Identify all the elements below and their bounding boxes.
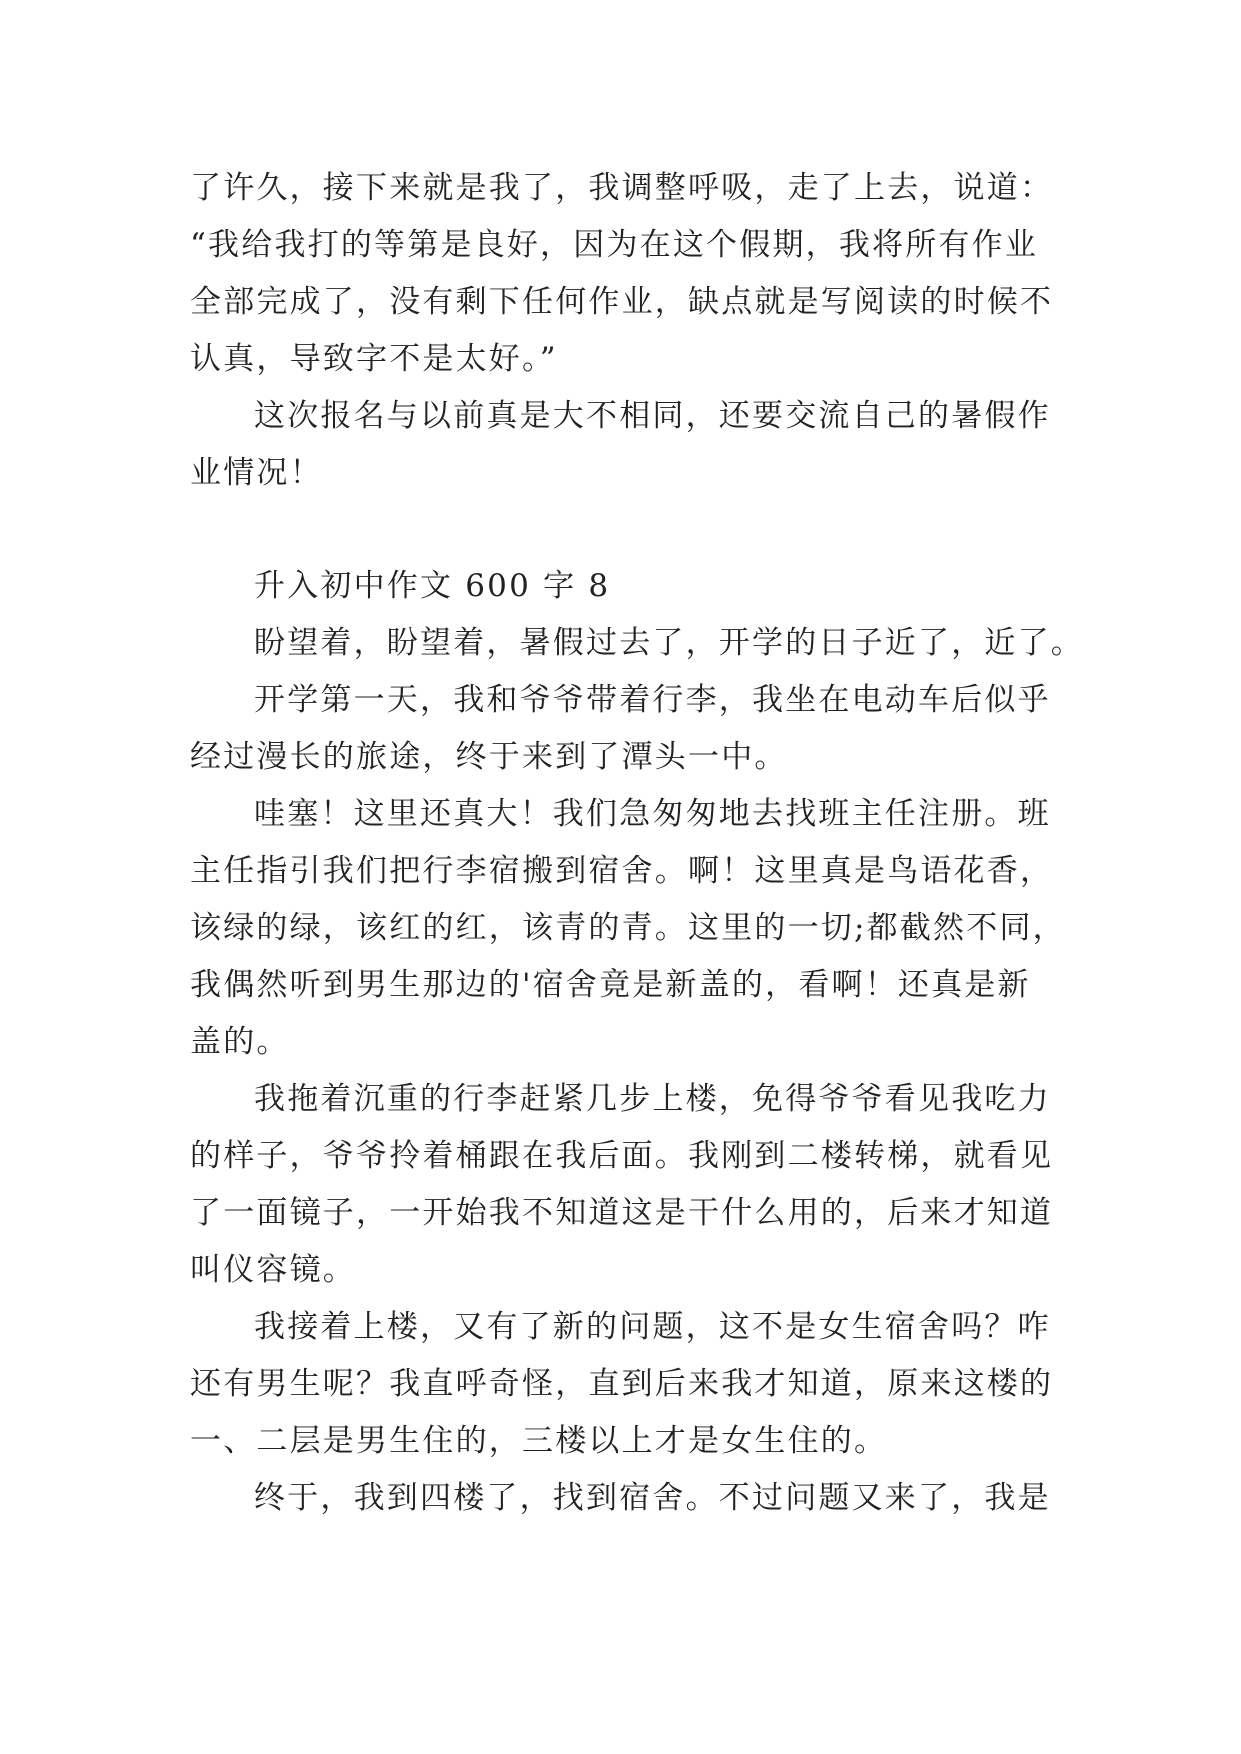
text-line: 全部完成了，没有剩下任何作业，缺点就是写阅读的时候不	[190, 284, 1054, 320]
paragraph-start-line: 我接着上楼，又有了新的问题，这不是女生宿舍吗？咋	[254, 1309, 1051, 1345]
paragraph-start-line: 这次报名与以前真是大不相同，还要交流自己的暑假作	[254, 398, 1051, 434]
paragraph-start-line: 我拖着沉重的行李赶紧几步上楼，免得爷爷看见我吃力	[254, 1081, 1051, 1117]
paragraph-start-line: 盼望着，盼望着，暑假过去了，开学的日子近了，近了。	[254, 625, 1084, 661]
text-line: 一、二层是男生住的，三楼以上才是女生住的。	[190, 1423, 888, 1459]
text-line: 还有男生呢？我直呼奇怪，直到后来我才知道，原来这楼的	[190, 1366, 1054, 1402]
text-line: 叫仪容镜。	[190, 1252, 356, 1288]
text-line: 盖的。	[190, 1024, 290, 1060]
paragraph-start-line: 开学第一天，我和爷爷带着行李，我坐在电动车后似乎	[254, 682, 1051, 718]
text-line: 主任指引我们把行李宿搬到宿舍。啊！这里真是鸟语花香，	[190, 853, 1054, 889]
text-line: 该绿的绿，该红的红，该青的青。这里的一切;都截然不同，	[190, 910, 1066, 946]
section-heading: 升入初中作文 600 字 8	[254, 568, 611, 604]
text-line: 的样子，爷爷拎着桶跟在我后面。我刚到二楼转梯，就看见	[190, 1138, 1054, 1174]
text-line: 我偶然听到男生那边的'宿舍竟是新盖的，看啊！还真是新	[190, 967, 1031, 1003]
text-line: 业情况！	[190, 455, 323, 491]
text-line: “我给我打的等第是良好，因为在这个假期，我将所有作业	[190, 227, 1039, 263]
paragraph-start-line: 哇塞！这里还真大！我们急匆匆地去找班主任注册。班	[254, 796, 1051, 832]
paragraph-start-line: 终于，我到四楼了，找到宿舍。不过问题又来了，我是	[254, 1480, 1051, 1516]
text-line: 经过漫长的旅途，终于来到了潭头一中。	[190, 739, 788, 775]
text-line: 了一面镜子，一开始我不知道这是干什么用的，后来才知道	[190, 1195, 1054, 1231]
text-line: 认真，导致字不是太好。”	[190, 341, 558, 377]
text-line: 了许久，接下来就是我了，我调整呼吸，走了上去，说道：	[190, 170, 1054, 206]
